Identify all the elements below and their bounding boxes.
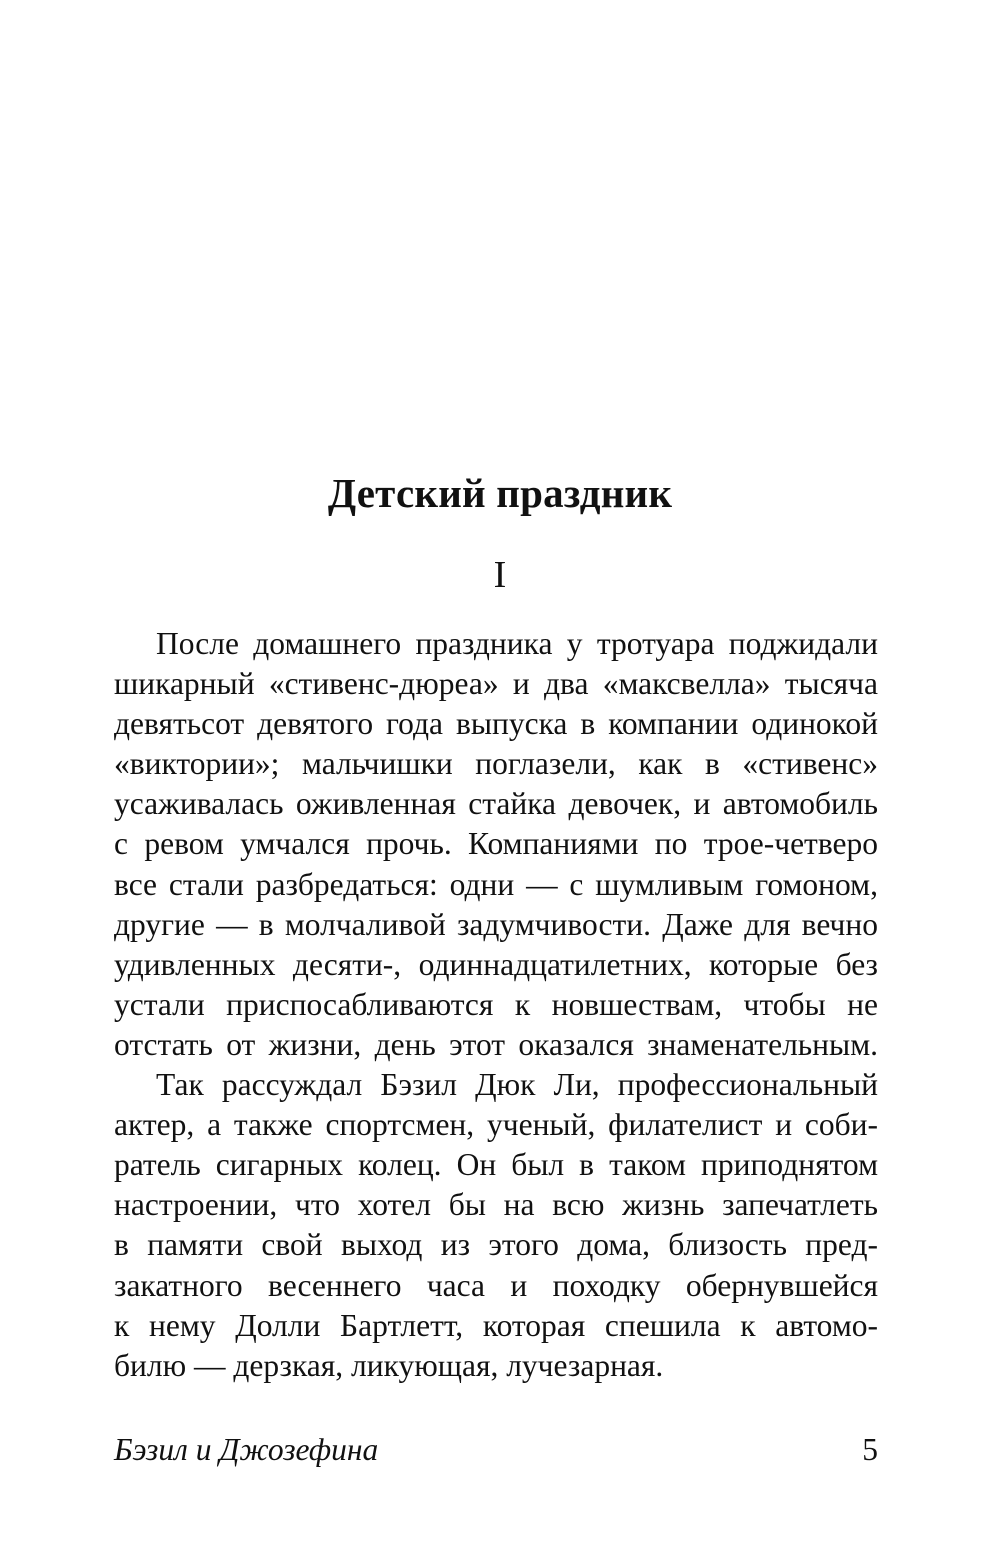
page-footer <box>114 1428 878 1472</box>
text-line: с ревом умчался прочь. Компаниями по трое-четверо <box>114 826 878 862</box>
text-line: После домашнего праздника у тротуара поджидали <box>156 626 878 661</box>
text-line: удивленных десяти-, одиннадцатилетних, которые без <box>114 946 878 982</box>
text-line: закатного весеннего часа и походку обернувшейся <box>114 1267 878 1303</box>
text-line: устали приспосабливаются к новшествам, чтобы не <box>114 986 878 1022</box>
text-line: билю — дерзкая, ликующая, лучезарная. <box>114 1347 664 1383</box>
text-line: «виктории»; мальчишки поглазели, как в «стивенс» <box>114 746 878 782</box>
text-line: другие — в молчаливой задумчивости. Даже для вечно <box>114 906 878 942</box>
paragraph-2 <box>114 1065 878 1386</box>
text-line: девятьсот девятого года выпуска в компании одинокой <box>114 706 878 742</box>
running-footer-title: Бэзил и Джозефина <box>114 1432 379 1467</box>
text-line: шикарный «стивенс-дюреа» и два «максвелла» тысяча <box>114 666 878 702</box>
text-line: актер, а также спортсмен, ученый, филателист и соби- <box>114 1107 878 1143</box>
text-line: в памяти свой выход из этого дома, близость пред- <box>114 1227 878 1263</box>
text-line: все стали разбредаться: одни — с шумливым гомоном, <box>114 866 878 902</box>
page-number: 5 <box>862 1432 878 1467</box>
text-line: отстать от жизни, день этот оказался знаменательным. <box>114 1026 878 1062</box>
text-line: усаживалась оживленная стайка девочек, и автомобиль <box>114 786 878 822</box>
text-line: Так рассуждал Бэзил Дюк Ли, профессиональный <box>156 1067 878 1103</box>
body-text <box>114 624 878 1386</box>
section-number: I <box>493 554 507 596</box>
paragraph-1 <box>114 624 878 1065</box>
chapter-title: Детский праздник <box>327 470 673 516</box>
text-line: к нему Долли Бартлетт, которая спешила к автомо- <box>114 1307 878 1343</box>
text-line: настроении, что хотел бы на всю жизнь запечатлеть <box>114 1187 878 1223</box>
text-line: ратель сигарных колец. Он был в таком приподнятом <box>114 1147 878 1183</box>
